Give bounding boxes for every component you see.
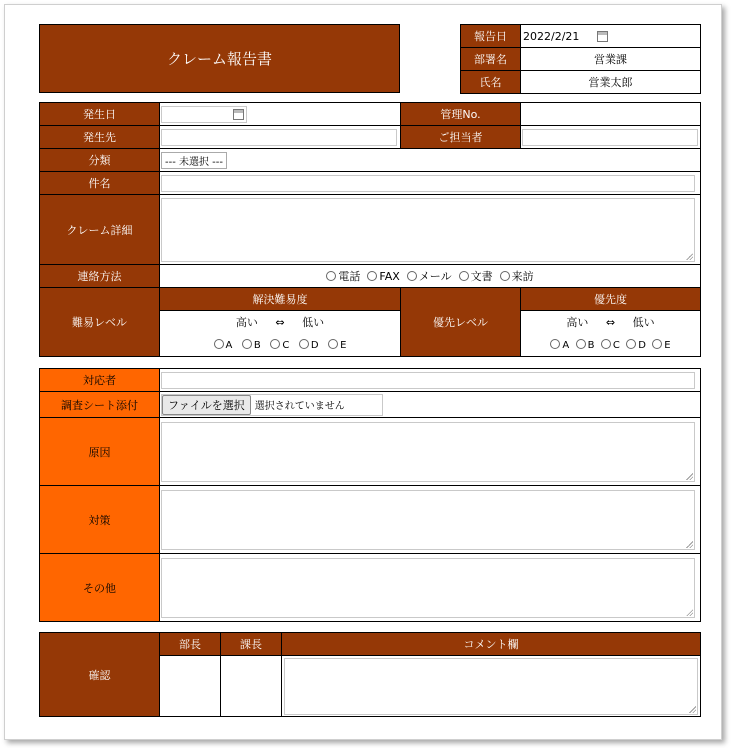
report-sheet (4, 4, 722, 740)
difficulty-scale: 高い ⇔ 低い (160, 311, 401, 334)
radio-icon[interactable] (576, 339, 586, 349)
choose-file-button[interactable]: ファイルを選択 (162, 395, 251, 415)
section-chief-label: 課長 (221, 633, 282, 656)
name-value: 営業太郎 (521, 71, 701, 94)
subject-label: 件名 (40, 172, 160, 195)
resize-grip-icon[interactable] (686, 609, 693, 616)
comment-textarea[interactable] (284, 658, 698, 715)
other-textarea[interactable] (161, 558, 695, 618)
category-select[interactable]: --- 未選択 --- (161, 152, 227, 169)
report-date-field[interactable] (521, 25, 701, 48)
other-label: その他 (40, 554, 160, 622)
radio-icon[interactable] (626, 339, 636, 349)
response-section (39, 368, 701, 622)
priority-radios (521, 334, 701, 357)
resize-grip-icon[interactable] (686, 541, 693, 548)
department-value: 営業課 (521, 48, 701, 71)
person-in-charge-label: ご担当者 (401, 126, 521, 149)
category-label: 分類 (40, 149, 160, 172)
priority-option-a[interactable]: A (550, 340, 569, 351)
radio-icon[interactable] (459, 271, 469, 281)
contact-option-visit[interactable]: 来訪 (500, 270, 534, 283)
detail-textarea[interactable] (161, 198, 695, 262)
file-input[interactable] (161, 394, 383, 416)
occurrence-date-label: 発生日 (40, 103, 160, 126)
cause-label: 原因 (40, 418, 160, 486)
page-title: クレーム報告書 (39, 24, 400, 93)
claim-info-section (39, 102, 701, 357)
occurrence-place-label: 発生先 (40, 126, 160, 149)
manager-stamp-cell[interactable] (160, 656, 221, 717)
difficulty-label: 難易レベル (40, 288, 160, 357)
radio-icon[interactable] (500, 271, 510, 281)
handler-input[interactable] (161, 372, 695, 389)
confirmation-section (39, 632, 701, 717)
measure-label: 対策 (40, 486, 160, 554)
radio-icon[interactable] (407, 271, 417, 281)
radio-icon[interactable] (214, 339, 224, 349)
attachment-label: 調査シート添付 (40, 392, 160, 418)
radio-icon[interactable] (367, 271, 377, 281)
resize-grip-icon[interactable] (686, 253, 693, 260)
contact-method-label: 連絡方法 (40, 265, 160, 288)
priority-degree-label: 優先度 (521, 288, 701, 311)
manager-label: 部長 (160, 633, 221, 656)
difficulty-option-a[interactable]: A (214, 340, 233, 351)
measure-textarea[interactable] (161, 490, 695, 550)
resize-grip-icon[interactable] (686, 473, 693, 480)
contact-option-phone[interactable]: 電話 (326, 270, 360, 283)
comment-label: コメント欄 (282, 633, 701, 656)
confirm-label: 確認 (40, 633, 160, 717)
difficulty-radios (160, 334, 401, 357)
name-label: 氏名 (461, 71, 521, 94)
level-table (39, 287, 701, 357)
resize-grip-icon[interactable] (689, 706, 696, 713)
contact-option-mail[interactable]: メール (407, 270, 452, 283)
radio-icon[interactable] (242, 339, 252, 349)
priority-scale: 高い ⇔ 低い (521, 311, 701, 334)
resolution-difficulty-label: 解決難易度 (160, 288, 401, 311)
contact-option-document[interactable]: 文書 (459, 270, 493, 283)
section-chief-stamp-cell[interactable] (221, 656, 282, 717)
priority-option-b[interactable]: B (576, 340, 595, 351)
occurrence-date-input[interactable] (161, 106, 247, 123)
handler-label: 対応者 (40, 369, 160, 392)
difficulty-option-d[interactable]: D (299, 340, 319, 351)
difficulty-option-c[interactable]: C (270, 340, 289, 351)
management-no-value (521, 103, 701, 126)
priority-option-e[interactable]: E (652, 340, 670, 351)
report-header-table (460, 24, 701, 94)
contact-option-fax[interactable]: FAX (367, 270, 399, 283)
difficulty-option-e[interactable]: E (328, 340, 346, 351)
occurrence-place-input[interactable] (161, 129, 397, 146)
detail-label: クレーム詳細 (40, 195, 160, 265)
radio-icon[interactable] (270, 339, 280, 349)
report-date-value: 2022/2/21 (523, 29, 580, 43)
radio-icon[interactable] (601, 339, 611, 349)
radio-icon[interactable] (652, 339, 662, 349)
calendar-icon[interactable] (597, 31, 608, 42)
cause-textarea[interactable] (161, 422, 695, 482)
subject-input[interactable] (161, 175, 695, 192)
report-date-label: 報告日 (461, 25, 521, 48)
priority-option-d[interactable]: D (626, 340, 646, 351)
radio-icon[interactable] (328, 339, 338, 349)
radio-icon[interactable] (326, 271, 336, 281)
person-in-charge-input[interactable] (522, 129, 698, 146)
radio-icon[interactable] (550, 339, 560, 349)
difficulty-option-b[interactable]: B (242, 340, 261, 351)
radio-icon[interactable] (299, 339, 309, 349)
contact-method-options (160, 265, 701, 288)
priority-option-c[interactable]: C (601, 340, 620, 351)
department-label: 部署名 (461, 48, 521, 71)
calendar-icon[interactable] (233, 109, 244, 120)
priority-label: 優先レベル (401, 288, 521, 357)
file-status: 選択されていません (254, 401, 345, 412)
management-no-label: 管理No. (401, 103, 521, 126)
